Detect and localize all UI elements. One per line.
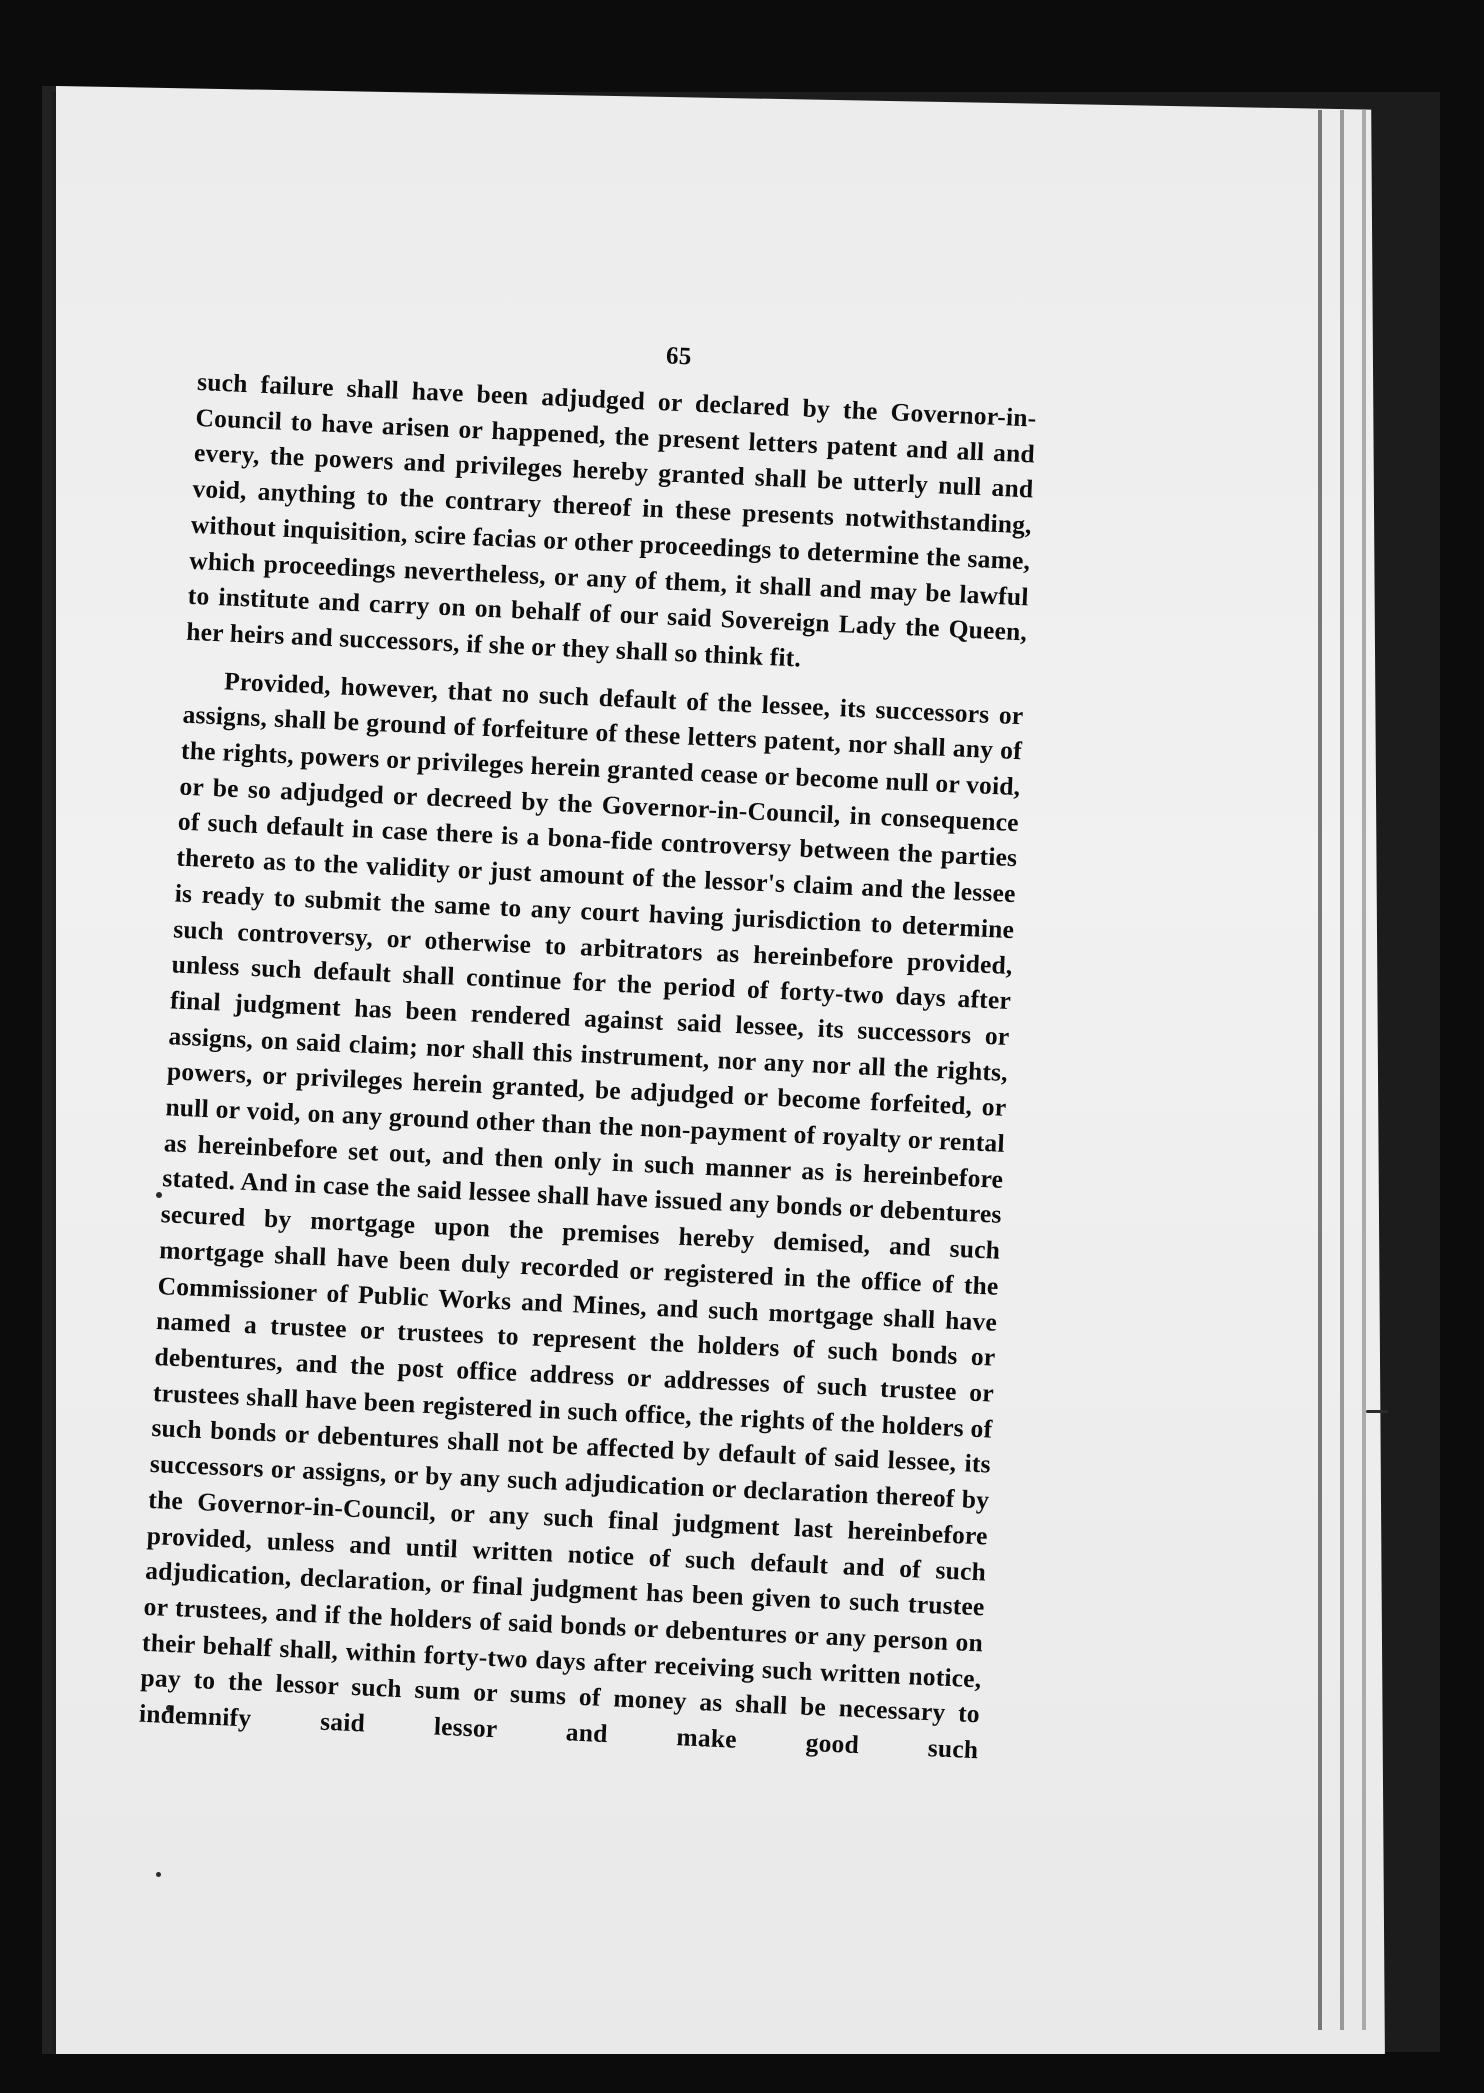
paragraph: such failure shall have been adjudged or declared by the Governor-in-Council to have arisen or happened, the present letters patent and all and every, the powers and privileges hereby granted shall be utterly null and void, anything to the contrary thereof in these presents notwithstanding, without inquisition, scire facias or other proceedings to determine the same, which proceedings nevertheless, or any of them, it shall and may be lawful to institute and carry on on behalf of our said Sovereign Lady the Queen, her heirs and successors, if she or they shall so think fit. [185,366,1038,673]
page-edge-line [1362,110,1366,2030]
page-number: 65 [665,342,693,371]
scan-speck [1366,1410,1388,1413]
page-text-block [138,318,1039,1768]
page-edge-line [1318,110,1322,2030]
paragraph: Provided, however, that no such default of the lessee, its successors or assigns, shall be ground of forfeiture of these letters patent, nor shall any of the rights, powers or privileges herein granted cease or become null or void, or be so adjudged or decreed by the Governor-in-Council, in consequence of such default in case there is a bona-fide controversy between the parties thereto as to the validity or just amount of the lessor's claim and the lessee is ready to submit the same to any court having jurisdiction to determine such controversy, or otherwise to arbitrators as hereinbefore provided, unless such default shall continue for the period of forty-two days after final judgment has been rendered against said lessee, its successors or assigns, on said claim; nor shall this instrument, nor any nor all the rights, powers, or privileges herein granted, be adjudged or become forfeited, or null or void, on any ground other than the non-payment of royalty or rental as hereinbefore set out, and then only in such manner as is hereinbefore stated. And in case the said lessee shall have issued any bonds or debentures secured by mortgage upon the premises hereby demised, and such mortgage shall have been duly recorded or registered in the office of the Commissioner of Public Works and Mines, and such mortgage shall have named a trustee or trustees to represent the holders of such bonds or debentures, and the post office address or addresses of such trustee or trustees shall have been registered in such office, the rights of the holders of such bonds or debentures shall not be affected by default of said lessee, its successors or assigns, or by any such adjudication or declaration thereof by the Governor-in-Council, or any such final judgment last hereinbefore provided, unless and until written notice of such default and of such adjudication, declaration, or final judgment has been given to such trustee or trustees, and if the holders of said bonds or debentures or any person on their behalf shall, within forty-two days after receiving such written notice, pay to the lessor such sum or sums of money as shall be necessary to indemnify said lessor and make good such [138,666,1025,1765]
scan-speck [156,1872,161,1877]
page-edge-line [1340,110,1344,2030]
